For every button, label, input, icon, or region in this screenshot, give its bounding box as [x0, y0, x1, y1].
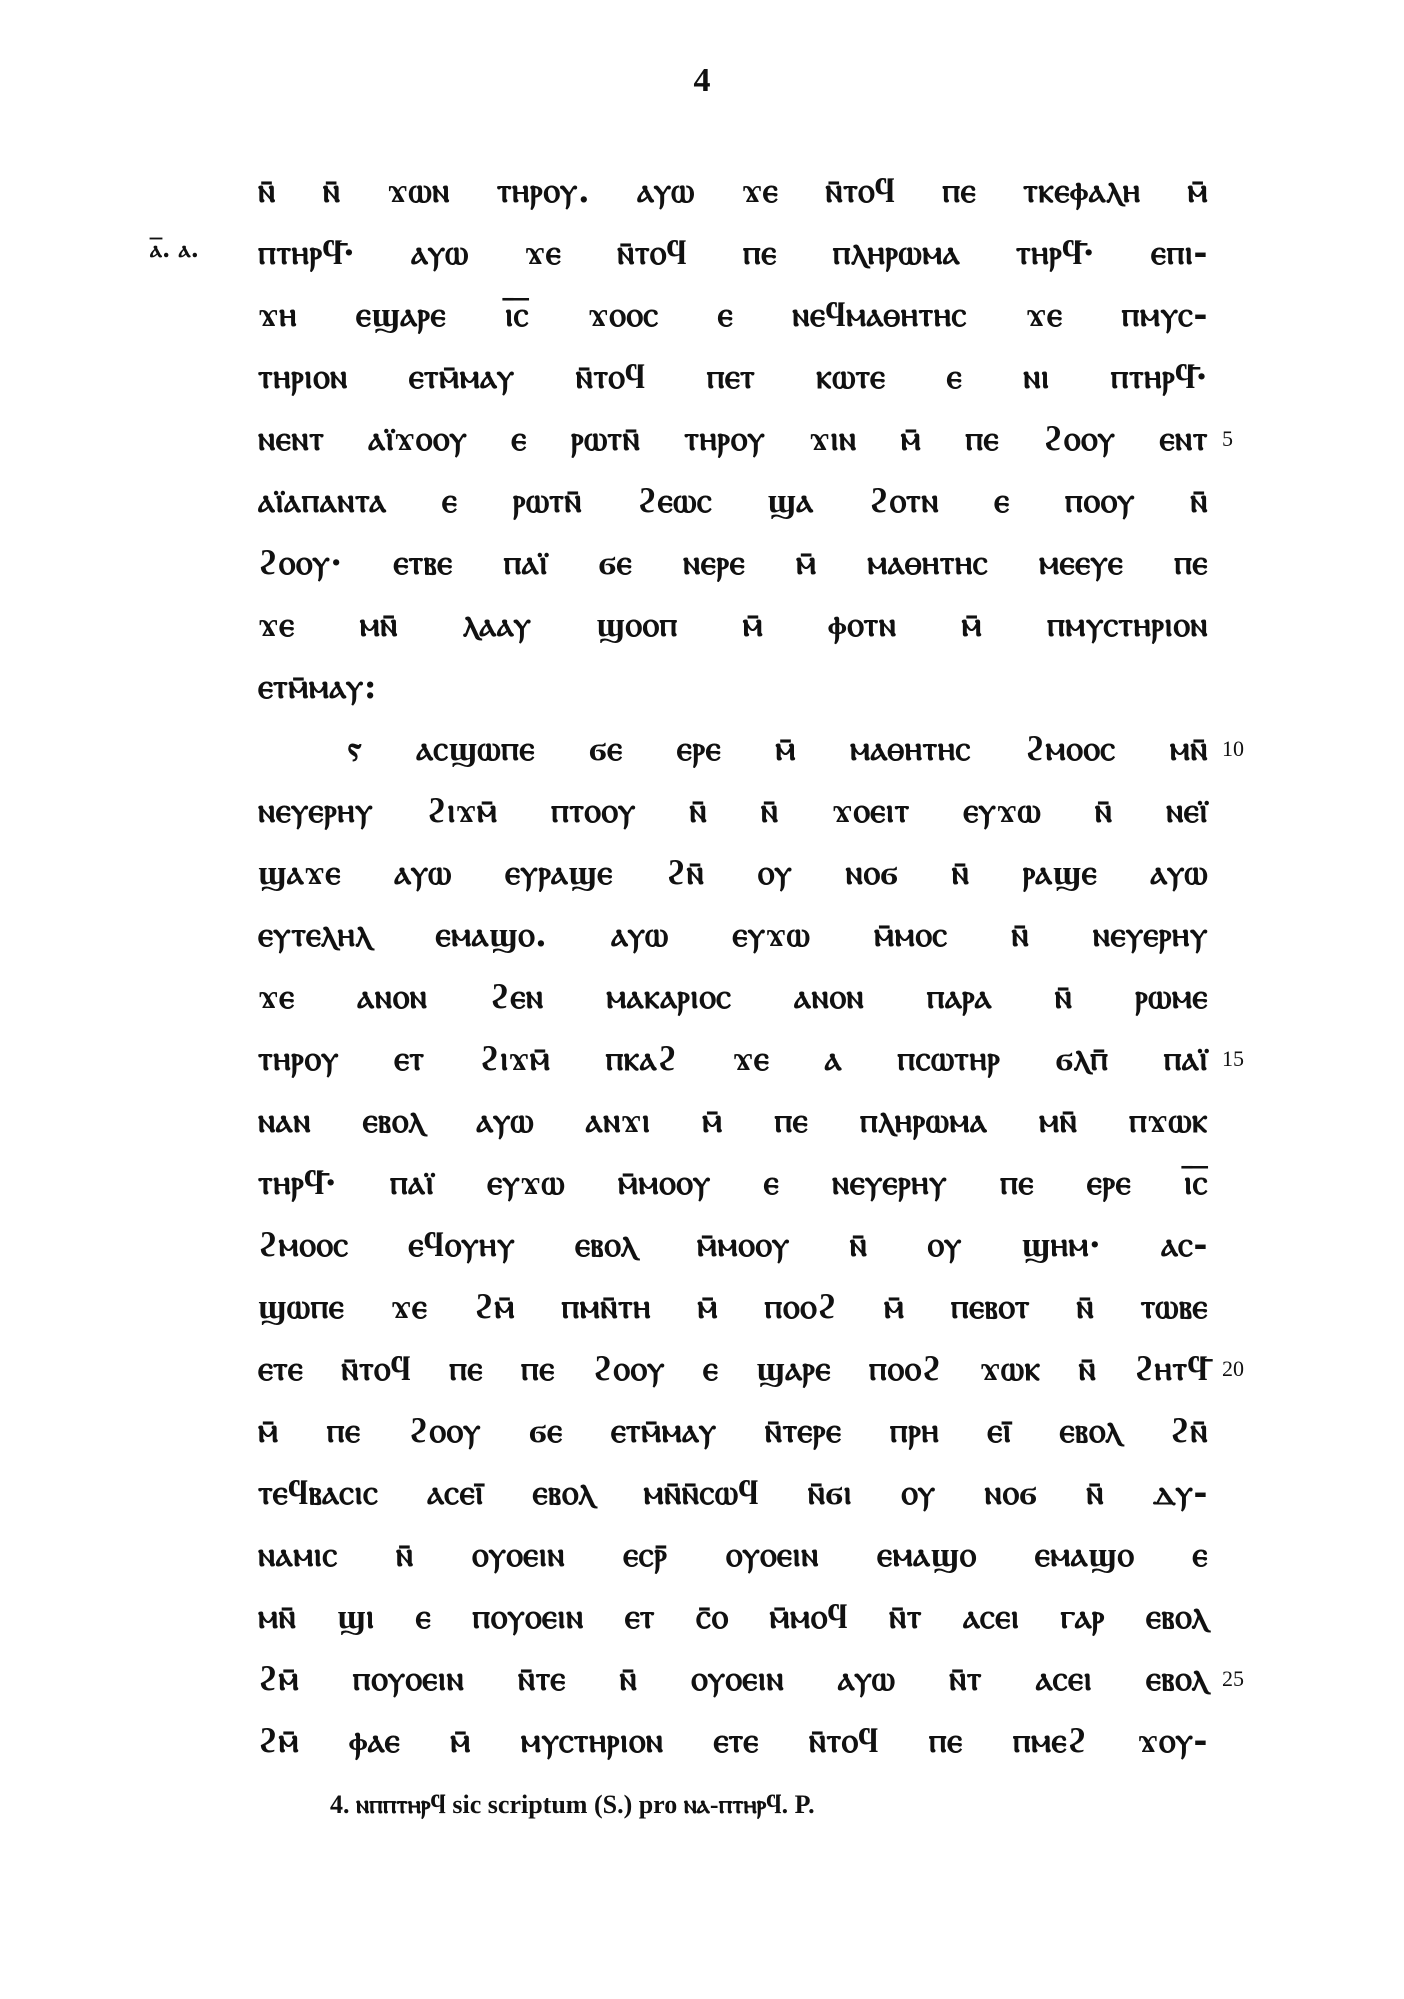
- line-number-25: 25: [1222, 1666, 1244, 1691]
- text-line-17: ⲧⲏⲣϥ̄· ⲡⲁⲓ̈ ⲉⲩϫⲱ ⲙ̄ⲙⲟⲟⲩ ⲉ ⲛⲉⲩⲉⲣⲏⲩ ⲡⲉ ⲉⲣⲉ ⲓ̅ⲥ̅: [258, 1163, 1208, 1203]
- line-number-15: 15: [1222, 1046, 1244, 1071]
- text-line-7: ϩⲟⲟⲩ· ⲉⲧⲃⲉ ⲡⲁⲓ̈ ϭⲉ ⲛⲉⲣⲉ ⲙ̄ ⲙⲁⲑⲏⲧⲏⲥ ⲙⲉⲉⲩⲉ ⲡⲉ: [258, 543, 1208, 583]
- text-line-5: ⲛⲉⲛⲧ ⲁⲓ̈ϫⲟⲟⲩ ⲉ ⲣⲱⲧⲛ̄ ⲧⲏⲣⲟⲩ ϫⲓⲛ ⲙ̄ ⲡⲉ ϩⲟⲟⲩ ⲉⲛⲧ: [258, 419, 1208, 459]
- text-line-16: ⲛⲁⲛ ⲉⲃⲟⲗ ⲁⲩⲱ ⲁⲛϫⲓ ⲙ̄ ⲡⲉ ⲡⲗⲏⲣⲱⲙⲁ ⲙⲛ̄ ⲡϫⲱⲕ: [258, 1101, 1208, 1141]
- text-line-23: ⲛⲁⲙⲓⲥ ⲛ̄ ⲟⲩⲟⲉⲓⲛ ⲉⲥⲣ̄ ⲟⲩⲟⲉⲓⲛ ⲉⲙⲁϣⲟ ⲉⲙⲁϣⲟ ⲉ: [258, 1535, 1208, 1575]
- text-line-3: ϫⲏ ⲉϣⲁⲣⲉ ⲓ̅ⲥ̅ ϫⲟⲟⲥ ⲉ ⲛⲉϥⲙⲁⲑⲏⲧⲏⲥ ϫⲉ ⲡⲙⲩⲥ-: [258, 295, 1208, 335]
- text-line-24: ⲙⲛ̄ ϣⲓ ⲉ ⲡⲟⲩⲟⲉⲓⲛ ⲉⲧ ⲥ̄ⲟ ⲙ̄ⲙⲟϥ ⲛ̄ⲧ ⲁⲥⲉⲓ ⲅⲁⲣ ⲉⲃⲟⲗ: [258, 1597, 1208, 1637]
- footnote: 4. ⲛⲡⲡⲧⲏⲣϥ sic scriptum (S.) pro ⲛⲁ-ⲡⲧⲏⲣϥ. P.: [330, 1790, 815, 1819]
- text-line-14: ϫⲉ ⲁⲛⲟⲛ ϩⲉⲛ ⲙⲁⲕⲁⲣⲓⲟⲥ ⲁⲛⲟⲛ ⲡⲁⲣⲁ ⲛ̄ ⲣⲱⲙⲉ: [258, 977, 1208, 1017]
- text-line-19: ϣⲱⲡⲉ ϫⲉ ϩⲙ̄ ⲡⲙⲛ̄ⲧⲏ ⲙ̄ ⲡⲟⲟϩ ⲙ̄ ⲡⲉⲃⲟⲧ ⲛ̄ ⲧⲱⲃⲉ: [258, 1287, 1208, 1327]
- line-number-20: 20: [1222, 1356, 1244, 1381]
- text-line-10: ⲋ ⲁⲥϣⲱⲡⲉ ϭⲉ ⲉⲣⲉ ⲙ̄ ⲙⲁⲑⲏⲧⲏⲥ ϩⲙⲟⲟⲥ ⲙⲛ̄: [348, 729, 1208, 769]
- text-line-15: ⲧⲏⲣⲟⲩ ⲉⲧ ϩⲓϫⲙ̄ ⲡⲕⲁϩ ϫⲉ ⲁ ⲡⲥⲱⲧⲏⲣ ϭⲗⲡ̄ ⲡⲁⲓ̈: [258, 1039, 1208, 1079]
- margin-reference: ⲁ̅. ⲁ.: [150, 234, 200, 263]
- text-line-26: ϩⲙ̄ ⲫⲁⲉ ⲙ̄ ⲙⲩⲥⲧⲏⲣⲓⲟⲛ ⲉⲧⲉ ⲛ̄ⲧⲟϥ ⲡⲉ ⲡⲙⲉϩ ϫⲟⲩ-: [258, 1721, 1208, 1761]
- text-line-22: ⲧⲉϥⲃⲁⲥⲓⲥ ⲁⲥⲉⲓ̄ ⲉⲃⲟⲗ ⲙⲛ̄ⲛ̄ⲥⲱϥ ⲛ̄ϭⲓ ⲟⲩ ⲛⲟϭ ⲛ̄ ⲇⲩ-: [258, 1473, 1208, 1513]
- line-number-5: 5: [1222, 426, 1233, 451]
- text-line-11: ⲛⲉⲩⲉⲣⲏⲩ ϩⲓϫⲙ̄ ⲡⲧⲟⲟⲩ ⲛ̄ ⲛ̄ ϫⲟⲉⲓⲧ ⲉⲩϫⲱ ⲛ̄ ⲛⲉⲓ̈: [258, 791, 1208, 831]
- text-line-25: ϩⲙ̄ ⲡⲟⲩⲟⲉⲓⲛ ⲛ̄ⲧⲉ ⲛ̄ ⲟⲩⲟⲉⲓⲛ ⲁⲩⲱ ⲛ̄ⲧ ⲁⲥⲉⲓ ⲉⲃⲟⲗ: [258, 1659, 1208, 1699]
- text-line-8: ϫⲉ ⲙⲛ̄ ⲗⲁⲁⲩ ϣⲟⲟⲡ ⲙ̄ ⲫⲟⲧⲛ ⲙ̄ ⲡⲙⲩⲥⲧⲏⲣⲓⲟⲛ: [258, 605, 1208, 645]
- text-line-6: ⲁⲓ̈ⲁⲡⲁⲛⲧⲁ ⲉ ⲣⲱⲧⲛ̄ ϩⲉⲱⲥ ϣⲁ ϩⲟⲧⲛ ⲉ ⲡⲟⲟⲩ ⲛ̄: [258, 481, 1208, 521]
- text-line-18: ϩⲙⲟⲟⲥ ⲉϥⲟⲩⲏⲩ ⲉⲃⲟⲗ ⲙ̄ⲙⲟⲟⲩ ⲛ̄ ⲟⲩ ϣⲏⲙ· ⲁⲥ-: [258, 1225, 1208, 1265]
- text-line-1: ⲛ̄ ⲛ̄ ϫⲱⲛ ⲧⲏⲣⲟⲩ. ⲁⲩⲱ ϫⲉ ⲛ̄ⲧⲟϥ ⲡⲉ ⲧⲕⲉⲫⲁⲗⲏ ⲙ̄: [258, 171, 1208, 211]
- line-number-10: 10: [1222, 736, 1244, 761]
- page-number: 4: [693, 62, 711, 99]
- text-line-20: ⲉⲧⲉ ⲛ̄ⲧⲟϥ ⲡⲉ ⲡⲉ ϩⲟⲟⲩ ⲉ ϣⲁⲣⲉ ⲡⲟⲟϩ ϫⲱⲕ ⲛ̄ ϩⲏⲧϥ̄: [258, 1349, 1208, 1389]
- text-line-4: ⲧⲏⲣⲓⲟⲛ ⲉⲧⲙ̄ⲙⲁⲩ ⲛ̄ⲧⲟϥ ⲡⲉⲧ ⲕⲱⲧⲉ ⲉ ⲛⲓ ⲡⲧⲏⲣϥ̄·: [258, 357, 1208, 397]
- text-line-21: ⲙ̄ ⲡⲉ ϩⲟⲟⲩ ϭⲉ ⲉⲧⲙ̄ⲙⲁⲩ ⲛ̄ⲧⲉⲣⲉ ⲡⲣⲏ ⲉⲓ̄ ⲉⲃⲟⲗ ϩⲛ̄: [258, 1411, 1208, 1451]
- text-line-9: ⲉⲧⲙ̄ⲙⲁⲩ:: [258, 667, 377, 707]
- text-line-2: ⲡⲧⲏⲣϥ̄· ⲁⲩⲱ ϫⲉ ⲛ̄ⲧⲟϥ ⲡⲉ ⲡⲗⲏⲣⲱⲙⲁ ⲧⲏⲣϥ̄· ⲉⲡⲓ-: [258, 233, 1208, 273]
- text-line-13: ⲉⲩⲧⲉⲗⲏⲗ ⲉⲙⲁϣⲟ. ⲁⲩⲱ ⲉⲩϫⲱ ⲙ̄ⲙⲟⲥ ⲛ̄ ⲛⲉⲩⲉⲣⲏⲩ: [258, 915, 1208, 955]
- text-line-12: ϣⲁϫⲉ ⲁⲩⲱ ⲉⲩⲣⲁϣⲉ ϩⲛ̄ ⲟⲩ ⲛⲟϭ ⲛ̄ ⲣⲁϣⲉ ⲁⲩⲱ: [258, 853, 1208, 893]
